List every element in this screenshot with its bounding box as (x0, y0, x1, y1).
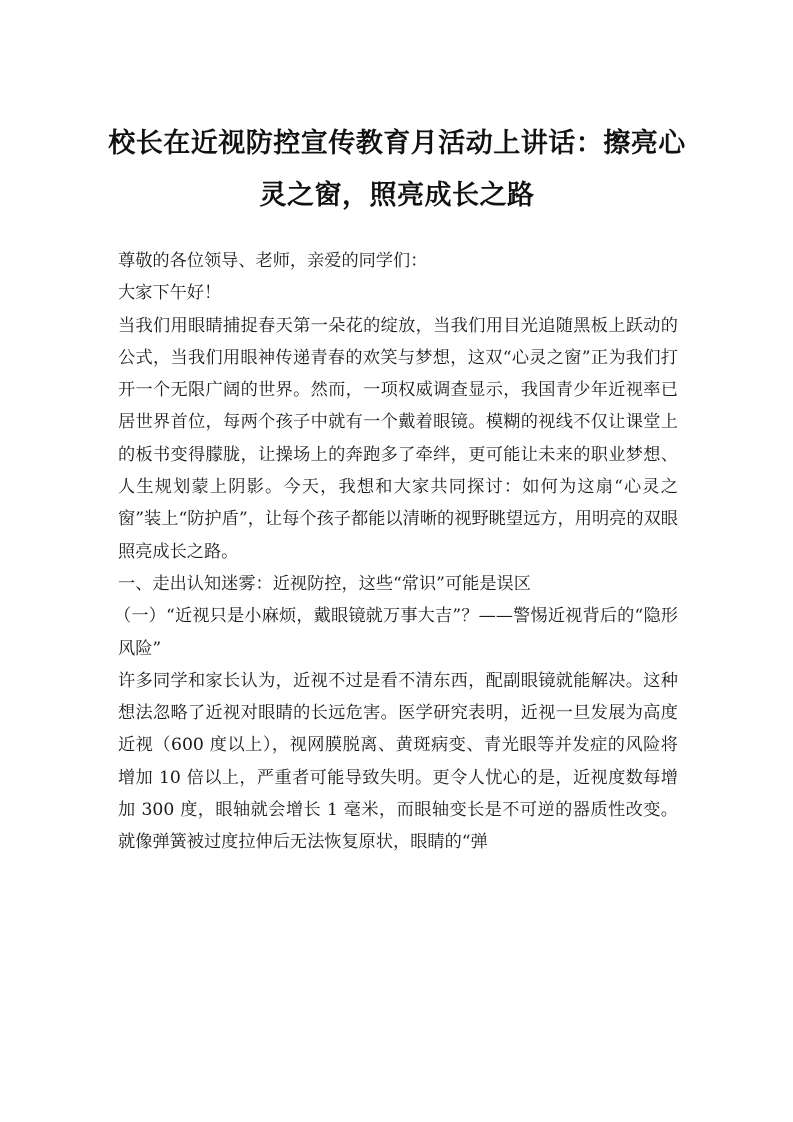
intro-paragraph: 当我们用眼睛捕捉春天第一朵花的绽放，当我们用目光追随黑板上跃动的公式，当我们用眼神传递青春的欢笑与梦想，这双“心灵之窗”正为我们打开一个无限广阔的世界。然而，一项权威调查显示，我国青少年近视率已居世界首位，每两个孩子中就有一个戴着眼镜。模糊的视线不仅让课堂上的板书变得朦胧，让操场上的奔跑多了牵绊，更可能让未来的职业梦想、人生规划蒙上阴影。今天，我想和大家共同探讨：如何为这扇“心灵之窗”装上“防护盾”，让每个孩子都能以清晰的视野眺望远方，用明亮的双眼照亮成长之路。 (118, 315, 678, 562)
section-heading: 一、走出认知迷雾：近视防控，这些“常识”可能是误区 (118, 573, 531, 594)
subsection-heading: （一）“近视只是小麻烦，戴眼镜就万事大吉”？——警惕近视背后的“隐形风险” (114, 606, 678, 659)
greeting: 大家下午好！ (118, 283, 222, 304)
salutation: 尊敬的各位领导、老师，亲爱的同学们： (118, 251, 428, 271)
document-body (114, 245, 678, 859)
body-paragraph: 许多同学和家长认为，近视不过是看不清东西，配副眼镜就能解决。这种想法忽略了近视对眼睛的长远危害。医学研究表明，近视一旦发展为高度近视（600 度以上），视网膜脱离、黄斑病变、青光眼等并发症的风险将增加 10 倍以上，严重者可能导致失明。更令人忧心的是，近视度数每增加 300 度，眼轴就会增长 1 毫米，而眼轴变长是不可逆的器质性改变。就像弹簧被过度拉伸后无法恢复原状，眼睛的“弹 (118, 670, 678, 853)
document-title: 校长在近视防控宣传教育月活动上讲话：擦亮心灵之窗，照亮成长之路 (108, 128, 686, 211)
